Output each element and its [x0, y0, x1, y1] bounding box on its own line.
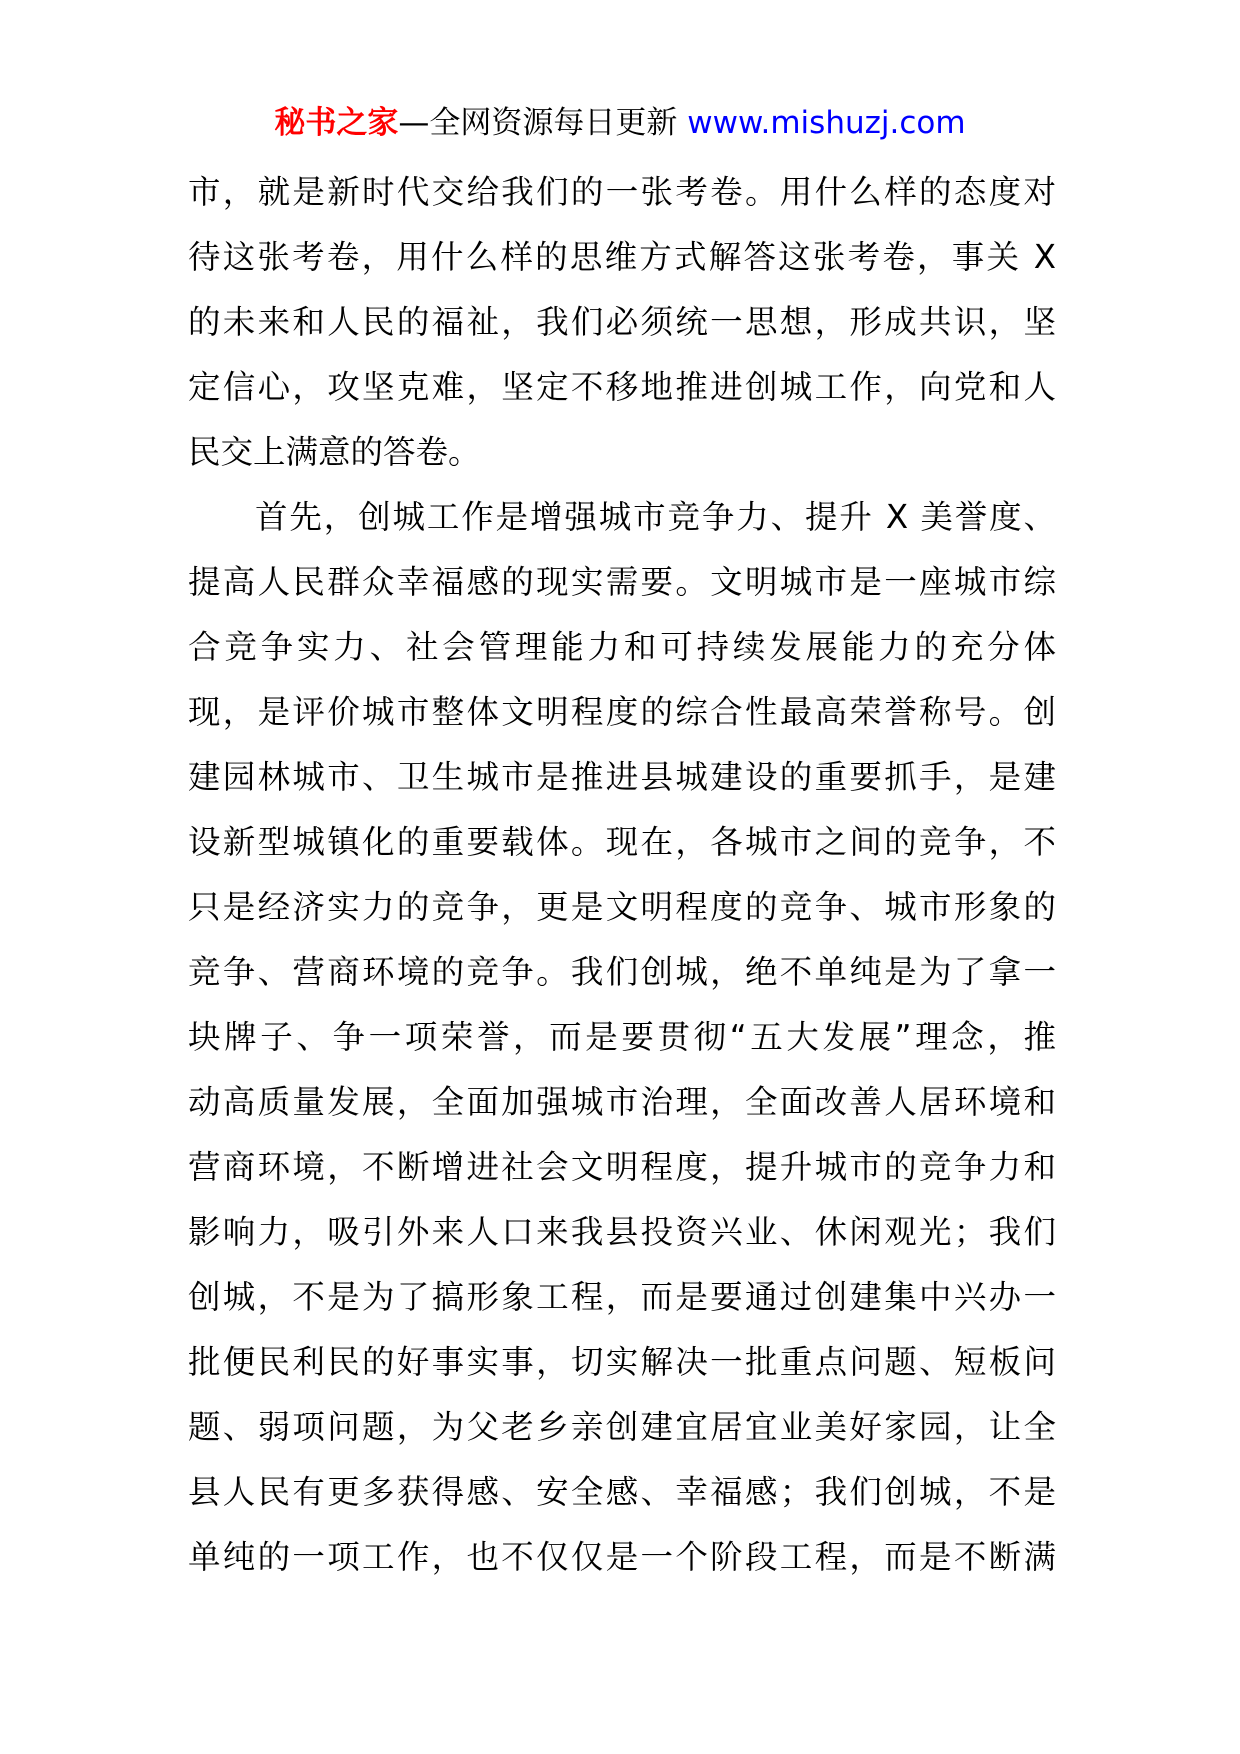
- text-line: 创城，不是为了搞形象工程，而是要通过创建集中兴办一: [188, 1278, 1056, 1316]
- text-line: 批便民利民的好事实事，切实解决一批重点问题、短板问: [188, 1343, 1056, 1381]
- text-line: 合竞争实力、社会管理能力和可持续发展能力的充分体: [188, 628, 1056, 666]
- page-header: [0, 100, 1240, 146]
- paragraph-1: [188, 160, 1056, 485]
- text-line: 设新型城镇化的重要载体。现在，各城市之间的竞争，不: [188, 823, 1056, 861]
- text-line: 题、弱项问题，为父老乡亲创建宜居宜业美好家园，让全: [188, 1408, 1056, 1446]
- text-line: 的未来和人民的福祉，我们必须统一思想，形成共识，坚: [188, 303, 1056, 341]
- text-line: 影响力，吸引外来人口来我县投资兴业、休闲观光；我们: [188, 1213, 1056, 1251]
- text-line: 县人民有更多获得感、安全感、幸福感；我们创城，不是: [188, 1473, 1056, 1511]
- paragraph-2: [188, 485, 1056, 1590]
- text-line: 只是经济实力的竞争，更是文明程度的竞争、城市形象的: [188, 888, 1056, 926]
- text-line: 民交上满意的答卷。: [188, 433, 481, 471]
- text-line: 提高人民群众幸福感的现实需要。文明城市是一座城市综: [188, 563, 1056, 601]
- text-line: 动高质量发展，全面加强城市治理，全面改善人居环境和: [188, 1083, 1056, 1121]
- text-line: 定信心，攻坚克难，坚定不移地推进创城工作，向党和人: [188, 368, 1056, 406]
- header-brand: 秘书之家: [274, 105, 399, 141]
- text-line: 竞争、营商环境的竞争。我们创城，绝不单纯是为了拿一: [188, 953, 1056, 991]
- text-line: 建园林城市、卫生城市是推进县城建设的重要抓手，是建: [188, 758, 1056, 796]
- text-line: 现，是评价城市整体文明程度的综合性最高荣誉称号。创: [188, 693, 1056, 731]
- text-line: 首先，创城工作是增强城市竞争力、提升 X 美誉度、: [255, 498, 1056, 536]
- text-line: 市，就是新时代交给我们的一张考卷。用什么样的态度对: [188, 173, 1056, 211]
- document-body: [188, 160, 1056, 1590]
- header-url-link[interactable]: www.mishuzj.com: [687, 105, 966, 141]
- text-line: 块牌子、争一项荣誉，而是要贯彻“五大发展”理念，推: [188, 1018, 1056, 1056]
- text-line: 营商环境，不断增进社会文明程度，提升城市的竞争力和: [188, 1148, 1056, 1186]
- text-line: 单纯的一项工作，也不仅仅是一个阶段工程，而是不断满: [188, 1538, 1056, 1576]
- text-line: 待这张考卷，用什么样的思维方式解答这张考卷，事关 X: [188, 238, 1056, 276]
- header-slogan: —全网资源每日更新: [398, 105, 688, 141]
